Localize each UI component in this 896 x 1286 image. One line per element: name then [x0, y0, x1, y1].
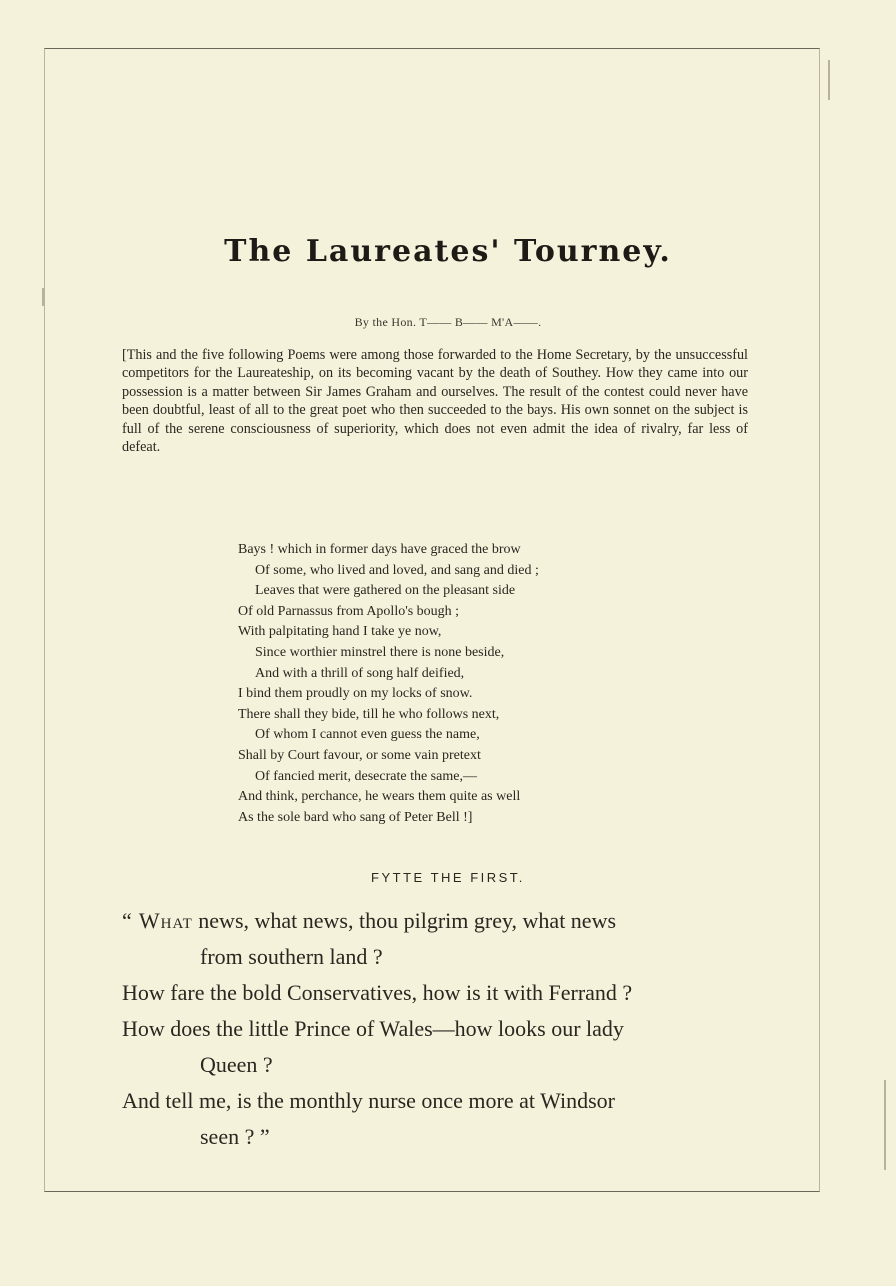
sonnet-line: Leaves that were gathered on the pleasant side	[255, 583, 516, 599]
sonnet-line: There shall they bide, till he who follows next,	[238, 706, 500, 722]
ballad-stanza	[122, 904, 752, 1156]
section-heading: FYTTE THE FIRST.	[371, 870, 525, 885]
ballad-line-continuation: seen ? ”	[200, 1124, 270, 1149]
sonnet-line: Of old Parnassus from Apollo's bough ;	[238, 603, 460, 619]
sonnet	[238, 540, 758, 828]
ballad-line: How fare the bold Conservatives, how is it with Ferrand ?	[122, 980, 633, 1005]
sonnet-line: And with a thrill of song half deified,	[255, 665, 465, 681]
page-title: The Laureates' Tourney.	[224, 234, 672, 269]
sonnet-line: Of whom I cannot even guess the name,	[255, 727, 480, 743]
ballad-line-text: news, what news, thou pilgrim grey, what news	[192, 908, 617, 933]
page-mark	[828, 60, 830, 100]
intro-text: [This and the five following Poems were among those forwarded to the Home Secretary, by the unsuccessful competitors for the Laureateship, on its becoming vacant by the death of Southey. How they came into our possession is a matter between Sir James Graham and ourselves. The result of the contest could never have been doubtful, least of all to the great poet who then succeeded to the bays. His own sonnet on the subject is full of the serene consciousness of superiority, which does not even admit the idea of rivalry, far less of defeat.	[122, 347, 748, 456]
sonnet-line: With palpitating hand I take ye now,	[238, 624, 442, 640]
ballad-line: And tell me, is the monthly nurse once more at Windsor	[122, 1088, 616, 1113]
sonnet-line: Shall by Court favour, or some vain pretext	[238, 747, 481, 763]
ballad-opening-word: “ What	[122, 908, 193, 933]
ballad-line-continuation: Queen ?	[200, 1052, 273, 1077]
page-mark	[884, 1080, 886, 1170]
ballad-line: How does the little Prince of Wales—how looks our lady	[122, 1016, 624, 1041]
sonnet-line: Of some, who lived and loved, and sang and died ;	[255, 562, 539, 578]
ballad-line	[122, 904, 752, 938]
sonnet-line: As the sole bard who sang of Peter Bell !]	[238, 809, 473, 825]
page-mark	[42, 288, 44, 306]
ballad-line-continuation: from southern land ?	[200, 944, 383, 969]
sonnet-line: And think, perchance, he wears them quite as well	[238, 789, 521, 805]
byline: By the Hon. T—— B—— M'A——.	[354, 315, 542, 329]
intro-paragraph	[122, 346, 748, 456]
sonnet-line: Since worthier minstrel there is none beside,	[255, 644, 505, 660]
sonnet-line: I bind them proudly on my locks of snow.	[238, 686, 473, 702]
sonnet-line: Of fancied merit, desecrate the same,—	[255, 768, 477, 784]
sonnet-line: Bays ! which in former days have graced the brow	[238, 542, 521, 557]
